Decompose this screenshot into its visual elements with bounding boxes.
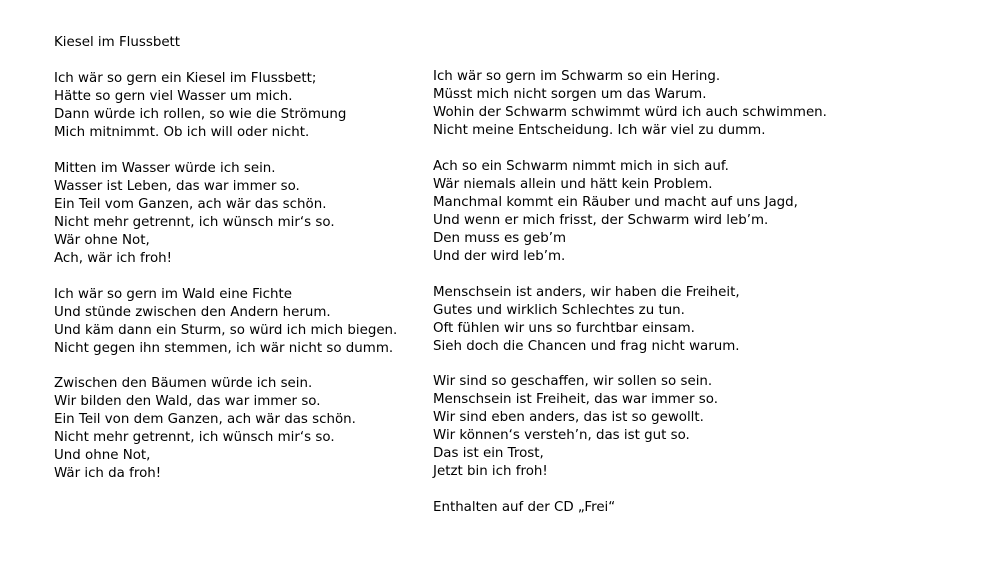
poem-line: Menschsein ist anders, wir haben die Freiheit, <box>433 285 740 300</box>
poem-line: Wär ich da froh! <box>54 466 162 481</box>
poem-line: Ein Teil von dem Ganzen, ach wär das schön. <box>54 412 356 427</box>
poem-line: Und käm dann ein Sturm, so würd ich mich biegen. <box>54 323 398 338</box>
poem-line: Wär ohne Not, <box>54 233 150 248</box>
poem-line: Manchmal kommt ein Räuber und macht auf uns Jagd, <box>433 195 798 210</box>
poem-line: Nicht meine Entscheidung. Ich wär viel zu dumm. <box>433 123 766 138</box>
poem-line: Oft fühlen wir uns so furchtbar einsam. <box>433 321 695 336</box>
poem-line: Dann würde ich rollen, so wie die Strömung <box>54 107 347 122</box>
poem-line: Wir bilden den Wald, das war immer so. <box>54 394 321 409</box>
poem-line: Mich mitnimmt. Ob ich will oder nicht. <box>54 125 310 140</box>
poem-line: Ein Teil vom Ganzen, ach wär das schön. <box>54 197 327 212</box>
poem-line: Nicht gegen ihn stemmen, ich wär nicht so dumm. <box>54 341 394 356</box>
poem-line: Und stünde zwischen den Andern herum. <box>54 305 331 320</box>
poem-line: Nicht mehr getrennt, ich wünsch mir‘s so. <box>54 215 335 230</box>
poem-line: Das ist ein Trost, <box>433 446 544 461</box>
poem-line: Den muss es geb’m <box>433 231 567 246</box>
poem-line: Und wenn er mich frisst, der Schwarm wird leb’m. <box>433 213 769 228</box>
poem-line: Nicht mehr getrennt, ich wünsch mir‘s so. <box>54 430 335 445</box>
poem-line: Ach, wär ich froh! <box>54 251 173 266</box>
poem-line: Mitten im Wasser würde ich sein. <box>54 161 276 176</box>
poem-line: Sieh doch die Chancen und frag nicht warum. <box>433 339 740 354</box>
poem-line: Menschsein ist Freiheit, das war immer so. <box>433 392 718 407</box>
poem-line: Ich wär so gern ein Kiesel im Flussbett; <box>54 71 317 86</box>
poem-line: Ich wär so gern im Schwarm so ein Hering. <box>433 69 721 84</box>
poem-line: Zwischen den Bäumen würde ich sein. <box>54 376 313 391</box>
poem-line: Ich wär so gern im Wald eine Fichte <box>54 287 292 302</box>
poem-line: Wir sind so geschaffen, wir sollen so sein. <box>433 374 713 389</box>
poem-line: Wir sind eben anders, das ist so gewollt. <box>433 410 704 425</box>
poem-line: Und ohne Not, <box>54 448 151 463</box>
poem-line: Wär niemals allein und hätt kein Problem. <box>433 177 713 192</box>
poem-line: Und der wird leb’m. <box>433 249 566 264</box>
poem-line: Wir können‘s versteh’n, das ist gut so. <box>433 428 690 443</box>
poem-line: Gutes und wirklich Schlechtes zu tun. <box>433 303 685 318</box>
poem-line: Wohin der Schwarm schwimmt würd ich auch schwimmen. <box>433 105 827 120</box>
poem-title: Kiesel im Flussbett <box>54 35 181 50</box>
poem-line: Jetzt bin ich froh! <box>433 464 548 479</box>
poem-line: Wasser ist Leben, das war immer so. <box>54 179 300 194</box>
poem-line: Müsst mich nicht sorgen um das Warum. <box>433 87 707 102</box>
cd-footer-note: Enthalten auf der CD „Frei“ <box>433 500 616 515</box>
poem-line: Ach so ein Schwarm nimmt mich in sich auf. <box>433 159 729 174</box>
poem-line: Hätte so gern viel Wasser um mich. <box>54 89 293 104</box>
